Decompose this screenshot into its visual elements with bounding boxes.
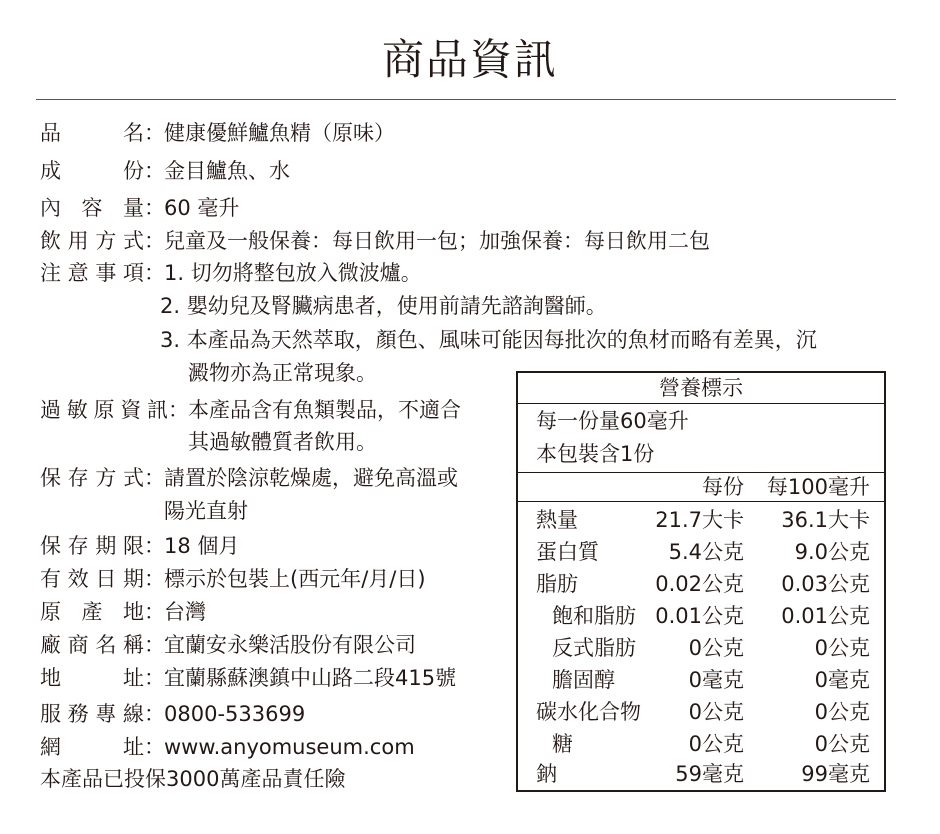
nutrient-per-100ml: 0毫克 [814,668,870,692]
nutrient-name: 碳水化合物 [536,700,641,724]
nutrient-row [518,568,884,600]
servings-per-package: 本包裝含1份 [536,442,655,466]
nutrient-per-100ml: 0.01公克 [781,604,870,628]
info-label: 注意事項 [40,261,144,285]
nutrient-name: 鈉 [536,762,557,786]
info-value: 本產品含有魚類製品，不適合 [188,398,461,422]
info-value: 兒童及一般保養：每日飲用一包；加強保養：每日飲用二包 [164,229,710,253]
info-row-volume [40,193,239,223]
info-row-usage [40,226,710,256]
nutrient-name: 熱量 [536,508,578,532]
nutrient-row [518,536,884,568]
info-colon: ： [144,261,165,285]
info-label: 有效日期 [40,567,144,591]
nutrient-per-100ml: 0.03公克 [781,572,870,596]
info-colon: ： [144,534,165,558]
info-colon: ： [144,196,165,220]
nutrient-row [518,728,884,760]
info-colon: ： [144,666,165,690]
nutrient-row [518,504,884,536]
info-label: 內容量 [40,196,144,220]
page-title: 商品資訊 [381,35,558,84]
serving-size: 每一份量60毫升 [536,409,689,433]
info-colon: ： [144,466,165,490]
nutrient-row [518,758,884,790]
col-per-serving: 每份 [702,475,744,499]
info-row-expiry [40,564,426,594]
info-row-shelf-life [40,531,239,561]
info-value: 宜蘭縣蘇澳鎮中山路二段415號 [164,666,457,690]
info-colon: ： [144,567,165,591]
info-label: 原產地 [40,600,144,624]
nutrient-name: 飽和脂肪 [552,604,636,628]
nutrient-per-serving: 59毫克 [675,762,744,786]
info-row-storage [40,463,458,493]
note-item: 2. 嬰幼兒及腎臟病患者，使用前請先諮詢醫師。 [160,294,607,318]
info-colon: ： [144,633,165,657]
note-item: 澱物亦為正常現象。 [188,361,377,385]
info-row-notes [40,258,422,288]
nutrient-per-serving: 0.01公克 [655,604,744,628]
info-value: 0800-533699 [164,702,306,726]
info-row-name [40,118,395,148]
nutrient-per-100ml: 9.0公克 [794,540,870,564]
info-label: 品名 [40,121,144,145]
nutrition-title: 營養標示 [518,373,884,404]
nutrient-row [518,632,884,664]
info-label: 地址 [40,666,144,690]
nutrient-name: 反式脂肪 [552,636,636,660]
note-item: 3. 本產品為天然萃取，顏色、風味可能因每批次的魚材而略有差異，沉 [160,328,817,352]
info-row-origin [40,597,206,627]
nutrient-per-100ml: 36.1大卡 [781,508,870,532]
info-label: 飲用方式 [40,229,144,253]
info-value: 60 毫升 [164,196,240,220]
nutrient-per-serving: 0公克 [688,636,744,660]
nutrient-per-100ml: 0公克 [814,700,870,724]
info-value: 請置於陰涼乾燥處，避免高溫或 [164,466,458,490]
nutrient-per-serving: 0.02公克 [655,572,744,596]
col-per-100ml: 每100毫升 [766,475,870,499]
info-value-cont: 陽光直射 [164,499,248,523]
nutrient-per-serving: 0公克 [688,732,744,756]
info-label: 保存期限 [40,534,144,558]
nutrient-per-serving: 0公克 [688,700,744,724]
nutrient-name: 脂肪 [536,572,578,596]
info-row-ingredients [40,156,290,186]
info-label: 過敏原資訊 [40,398,168,422]
nutrient-name: 膽固醇 [552,668,615,692]
nutrition-facts-table [516,371,886,792]
info-value: 宜蘭安永樂活股份有限公司 [164,633,416,657]
nutrient-name: 糖 [552,732,573,756]
info-colon: ： [144,600,165,624]
info-value: 台灣 [164,600,206,624]
info-value: 18 個月 [164,534,240,558]
nutrient-per-serving: 5.4公克 [668,540,744,564]
title-divider [36,99,896,100]
nutrition-column-header [518,472,884,502]
info-value: 金目鱸魚、水 [164,159,290,183]
info-row-website [40,732,415,762]
info-value: 標示於包裝上(西元年/月/日) [164,567,426,591]
nutrient-row [518,664,884,696]
nutrient-per-100ml: 99毫克 [801,762,870,786]
website-link[interactable]: www.anyomuseum.com [164,735,415,759]
info-value: 健康優鮮鱸魚精（原味） [164,121,395,145]
info-row-allergen [40,395,461,425]
info-label: 服務專線 [40,702,144,726]
info-value-cont: 其過敏體質者飲用。 [188,430,377,454]
info-colon: ： [168,398,189,422]
info-label: 保存方式 [40,466,144,490]
nutrient-per-100ml: 0公克 [814,732,870,756]
nutrient-row [518,600,884,632]
info-colon: ： [144,702,165,726]
info-label: 廠商名稱 [40,633,144,657]
info-colon: ： [144,229,165,253]
insurance-note: 本產品已投保3000萬產品責任險 [40,767,346,791]
info-row-manufacturer [40,630,416,660]
nutrient-row [518,696,884,728]
info-colon: ： [144,735,165,759]
info-colon: ： [144,159,165,183]
nutrient-name: 蛋白質 [536,540,599,564]
nutrient-per-serving: 21.7大卡 [655,508,744,532]
nutrient-per-serving: 0毫克 [688,668,744,692]
nutrient-per-100ml: 0公克 [814,636,870,660]
info-row-hotline [40,699,305,729]
info-row-address [40,663,456,693]
info-label: 網址 [40,735,144,759]
info-label: 成份 [40,159,144,183]
note-item: 1. 切勿將整包放入微波爐。 [164,261,422,285]
info-colon: ： [144,121,165,145]
